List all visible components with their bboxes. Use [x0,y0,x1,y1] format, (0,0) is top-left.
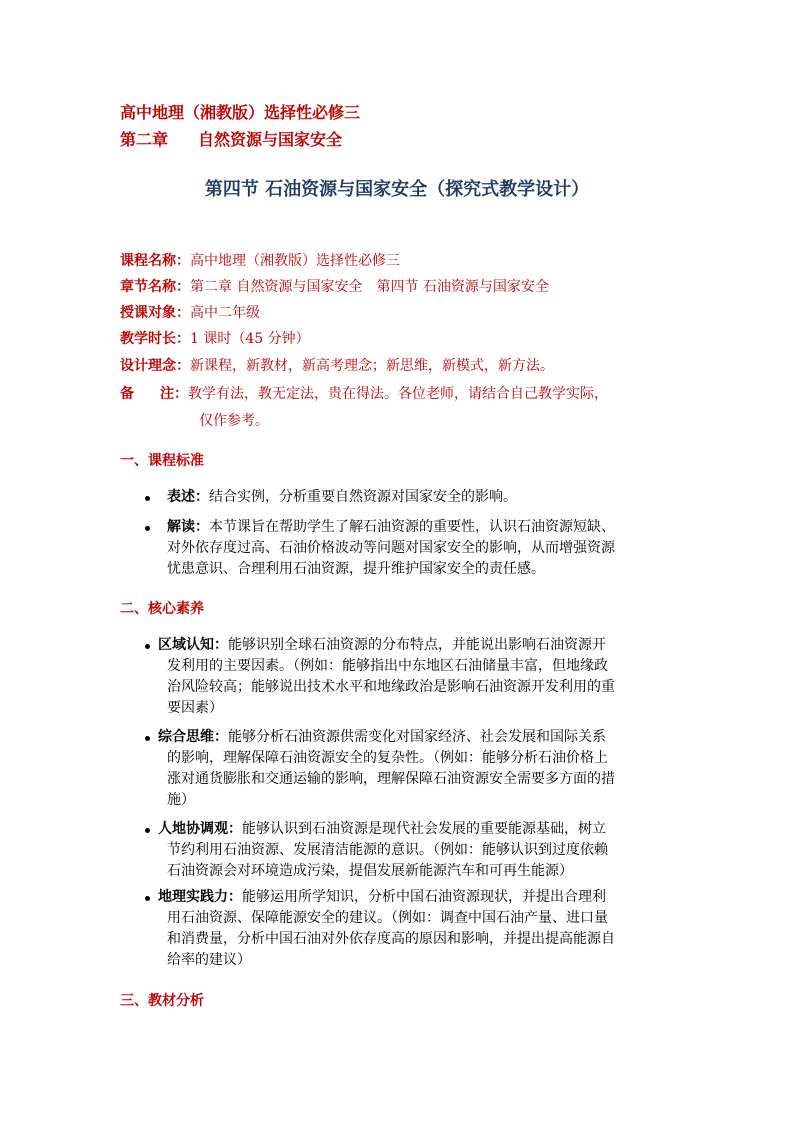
bullet-icon [145,644,150,649]
bullet-icon [145,828,150,833]
bullet-icon [145,896,150,901]
chapter-heading [120,127,342,150]
meta-chapter-name: 章节名称：第二章 自然资源与国家安全 第四节 石油资源与国家安全 [120,279,549,295]
meta-course-name: 课程名称：高中地理（湘教版）选择性必修三 [120,253,400,269]
meta-note: 备 注：教学有法，教无定法，贵在得法。各位老师，请结合自己教学实际， [120,386,608,402]
section-heading-textbook-analysis: 三、教材分析 [120,993,204,1009]
meta-design-concept: 设计理念：新课程，新教材，新高考理念；新思维，新模式，新方法。 [120,358,554,374]
series-title: 高中地理（湘教版）选择性必修三 [120,103,361,122]
list-item: 区域认知：能够识别全球石油资源的分布特点，并能说出影响石油资源开 发利用的主要因素。（例如：能够指出中东地区石油储量丰富，但地缘政 治风险较高；能够说出技术水平和地缘政治是影响石油资源开发利用的重 要因素） [158,637,615,716]
meta-audience: 授课对象：高中二年级 [120,305,260,321]
meta-duration: 教学时长：1 课时（45 分钟） [120,331,310,347]
list-item: 地理实践力：能够运用所学知识，分析中国石油资源现状，并提出合理利 用石油资源、保障能源安全的建议。（例如：调查中国石油产量、进口量 和消费量，分析中国石油对外依存度高的原因和影响，并提出提高能源自 给率的建议） [158,889,615,968]
section-heading-core-literacy: 二、核心素养 [120,601,204,617]
bullet-icon [145,736,150,741]
list-item: 解读：本节课旨在帮助学生了解石油资源的重要性，认识石油资源短缺、 对外依存度过高、石油价格波动等问题对国家安全的影响，从而增强资源 忧患意识、合理利用石油资源，提升维护国家安全的责任感。 [167,519,615,577]
lesson-title: 第四节 石油资源与国家安全（探究式教学设计） [204,179,590,200]
chapter-name: 自然资源与国家安全 [198,130,343,149]
chapter-number: 第二章 [120,130,169,149]
meta-note-continued: 仅作参考。 [199,413,269,429]
section-heading-curriculum: 一、课程标准 [120,453,204,469]
bullet-icon [145,496,150,501]
list-item: 综合思维：能够分析石油资源供需变化对国家经济、社会发展和国际关系 的影响，理解保障石油资源安全的复杂性。（例如：能够分析石油价格上 涨对通货膨胀和交通运输的影响，理解保障石油资源安全需要多方面的措 施） [158,729,615,808]
list-item: 人地协调观：能够认识到石油资源是现代社会发展的重要能源基础，树立 节约利用石油资源、发展清洁能源的意识。（例如：能够认识到过度依赖 石油资源会对环境造成污染，提倡发展新能源汽车和可再生能源） [158,821,608,879]
list-item: 表述：结合实例，分析重要自然资源对国家安全的影响。 [167,489,517,505]
bullet-icon [145,526,150,531]
